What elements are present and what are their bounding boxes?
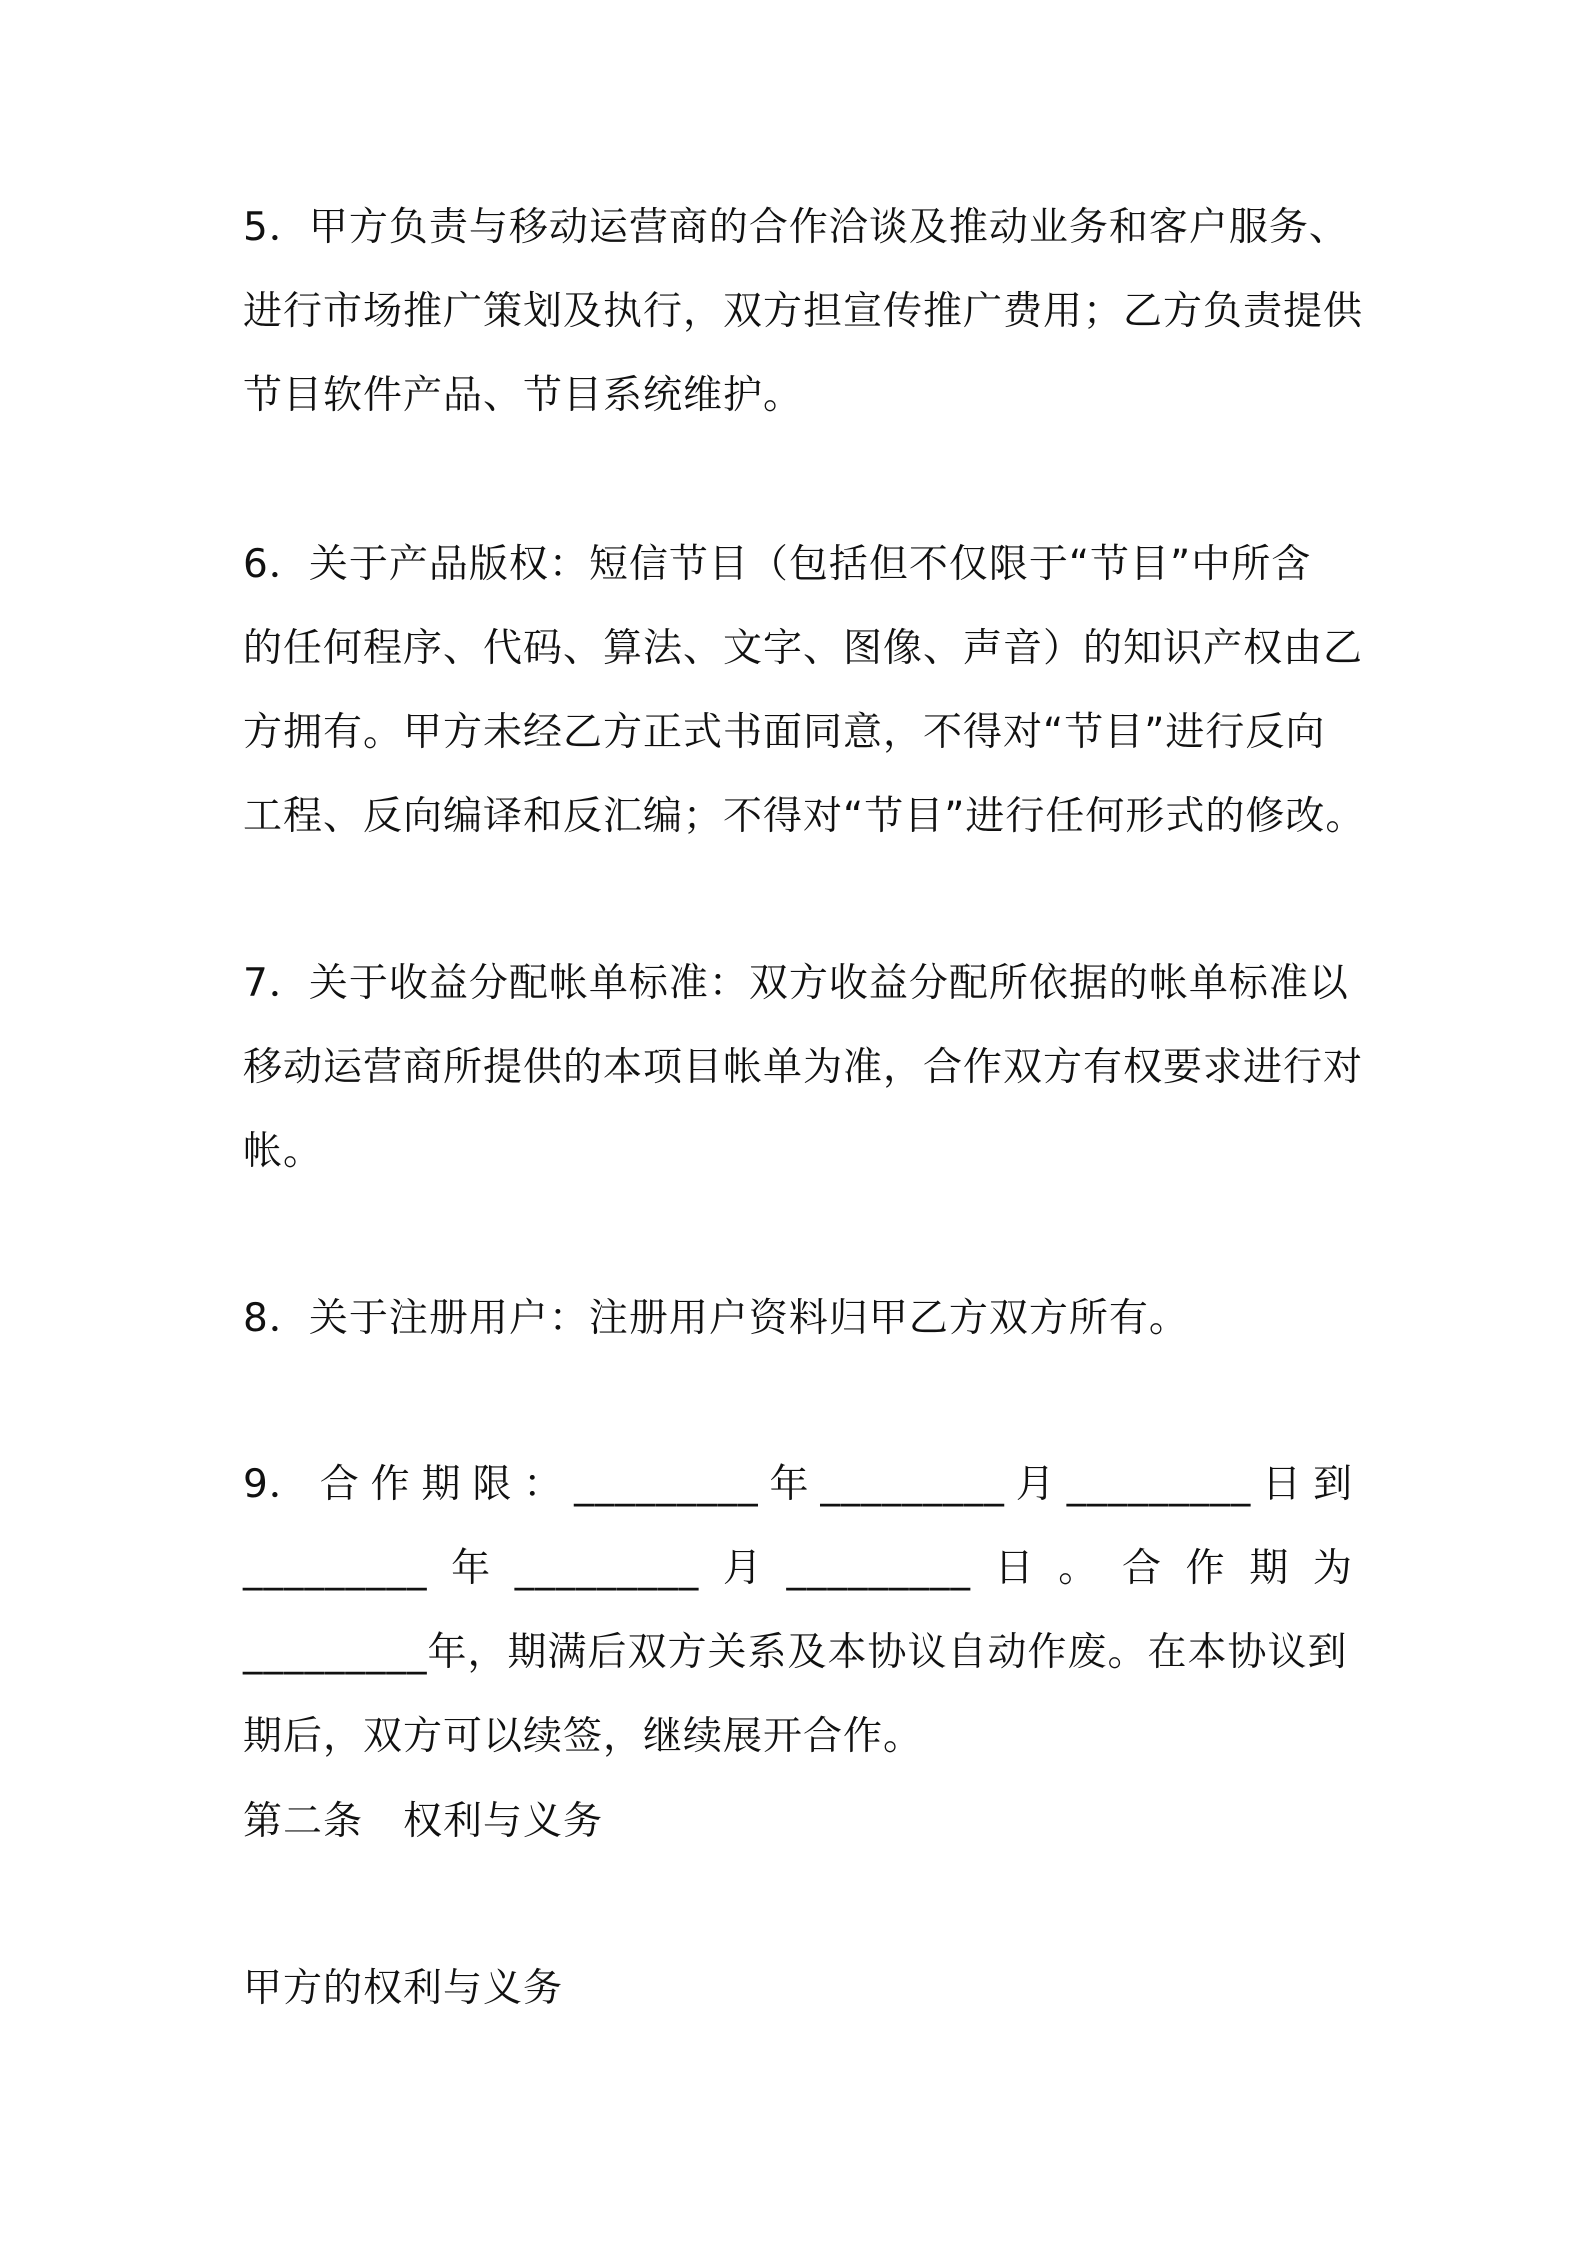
clause-8 xyxy=(243,1277,1353,1361)
clause-9-char: 期 xyxy=(1249,1546,1290,1591)
start-month-blank: _________ xyxy=(820,1462,1005,1507)
clause-7-line-2: 移动运营商所提供的本项目帐单为准，合作双方有权要求进行对 xyxy=(243,1045,1364,1090)
clause-7 xyxy=(243,942,1364,1194)
clause-6-line-4: 工程、反向编译和反汇编；不得对“节目”进行任何形式的修改。 xyxy=(243,794,1366,839)
clause-9-line-3: _________年，期满后双方关系及本协议自动作废。在本协议到 xyxy=(243,1630,1348,1675)
clause-9-char: 年 xyxy=(451,1546,492,1591)
clause-5-line-3: 节目软件产品、节目系统维护。 xyxy=(243,373,804,418)
clause-7-line-3: 帐。 xyxy=(243,1129,324,1174)
clause-9-char: 月 xyxy=(722,1546,763,1591)
clause-8-line-1: 8．关于注册用户：注册用户资料归甲乙方双方所有。 xyxy=(243,1296,1189,1341)
clause-9 xyxy=(243,1443,1353,1779)
end-day-blank: _________ xyxy=(786,1546,972,1591)
start-year-blank: _________ xyxy=(574,1462,759,1507)
clause-9-char: 日 xyxy=(1262,1462,1303,1507)
clause-9-line-2 xyxy=(243,1527,1353,1611)
clause-9-char: 限 xyxy=(472,1462,513,1507)
clause-9-char: 合 xyxy=(319,1462,360,1507)
clause-9-char: 到 xyxy=(1312,1462,1353,1507)
clause-9-char: 作 xyxy=(370,1462,411,1507)
clause-9-char: 月 xyxy=(1015,1462,1056,1507)
clause-9-char: 日 xyxy=(994,1546,1035,1591)
clause-9-number: 9． xyxy=(243,1462,309,1507)
clause-6-line-3: 方拥有。甲方未经乙方正式书面同意，不得对“节目”进行反向 xyxy=(243,710,1326,755)
end-month-blank: _________ xyxy=(514,1546,700,1591)
clause-9-line-4: 期后，双方可以续签，继续展开合作。 xyxy=(243,1714,924,1759)
clause-6 xyxy=(243,523,1366,859)
clause-9-char: ： xyxy=(523,1462,564,1507)
clause-5-line-1: 5．甲方负责与移动运营商的合作洽谈及推动业务和客户服务、 xyxy=(243,205,1349,250)
clause-9-char: 为 xyxy=(1312,1546,1353,1591)
clause-6-line-2: 的任何程序、代码、算法、文字、图像、声音）的知识产权由乙 xyxy=(243,626,1364,671)
clause-9-char: 年 xyxy=(769,1462,810,1507)
party-a-heading: 甲方的权利与义务 xyxy=(243,1966,564,2011)
clause-6-line-1: 6．关于产品版权：短信节目（包括但不仅限于“节目”中所含 xyxy=(243,542,1312,587)
clause-9-char: 合 xyxy=(1121,1546,1162,1591)
clause-9-line-1 xyxy=(243,1443,1353,1527)
section-2-heading: 第二条 权利与义务 xyxy=(243,1799,604,1844)
start-day-blank: _________ xyxy=(1066,1462,1252,1507)
clause-5-line-2: 进行市场推广策划及执行，双方担宣传推广费用；乙方负责提供 xyxy=(243,289,1364,334)
clause-9-char: 。 xyxy=(1058,1546,1099,1591)
clause-7-line-1: 7．关于收益分配帐单标准：双方收益分配所依据的帐单标准以 xyxy=(243,961,1349,1006)
clause-5 xyxy=(243,186,1364,438)
end-year-blank: _________ xyxy=(243,1546,428,1591)
clause-9-char: 作 xyxy=(1185,1546,1226,1591)
clause-9-char: 期 xyxy=(421,1462,462,1507)
